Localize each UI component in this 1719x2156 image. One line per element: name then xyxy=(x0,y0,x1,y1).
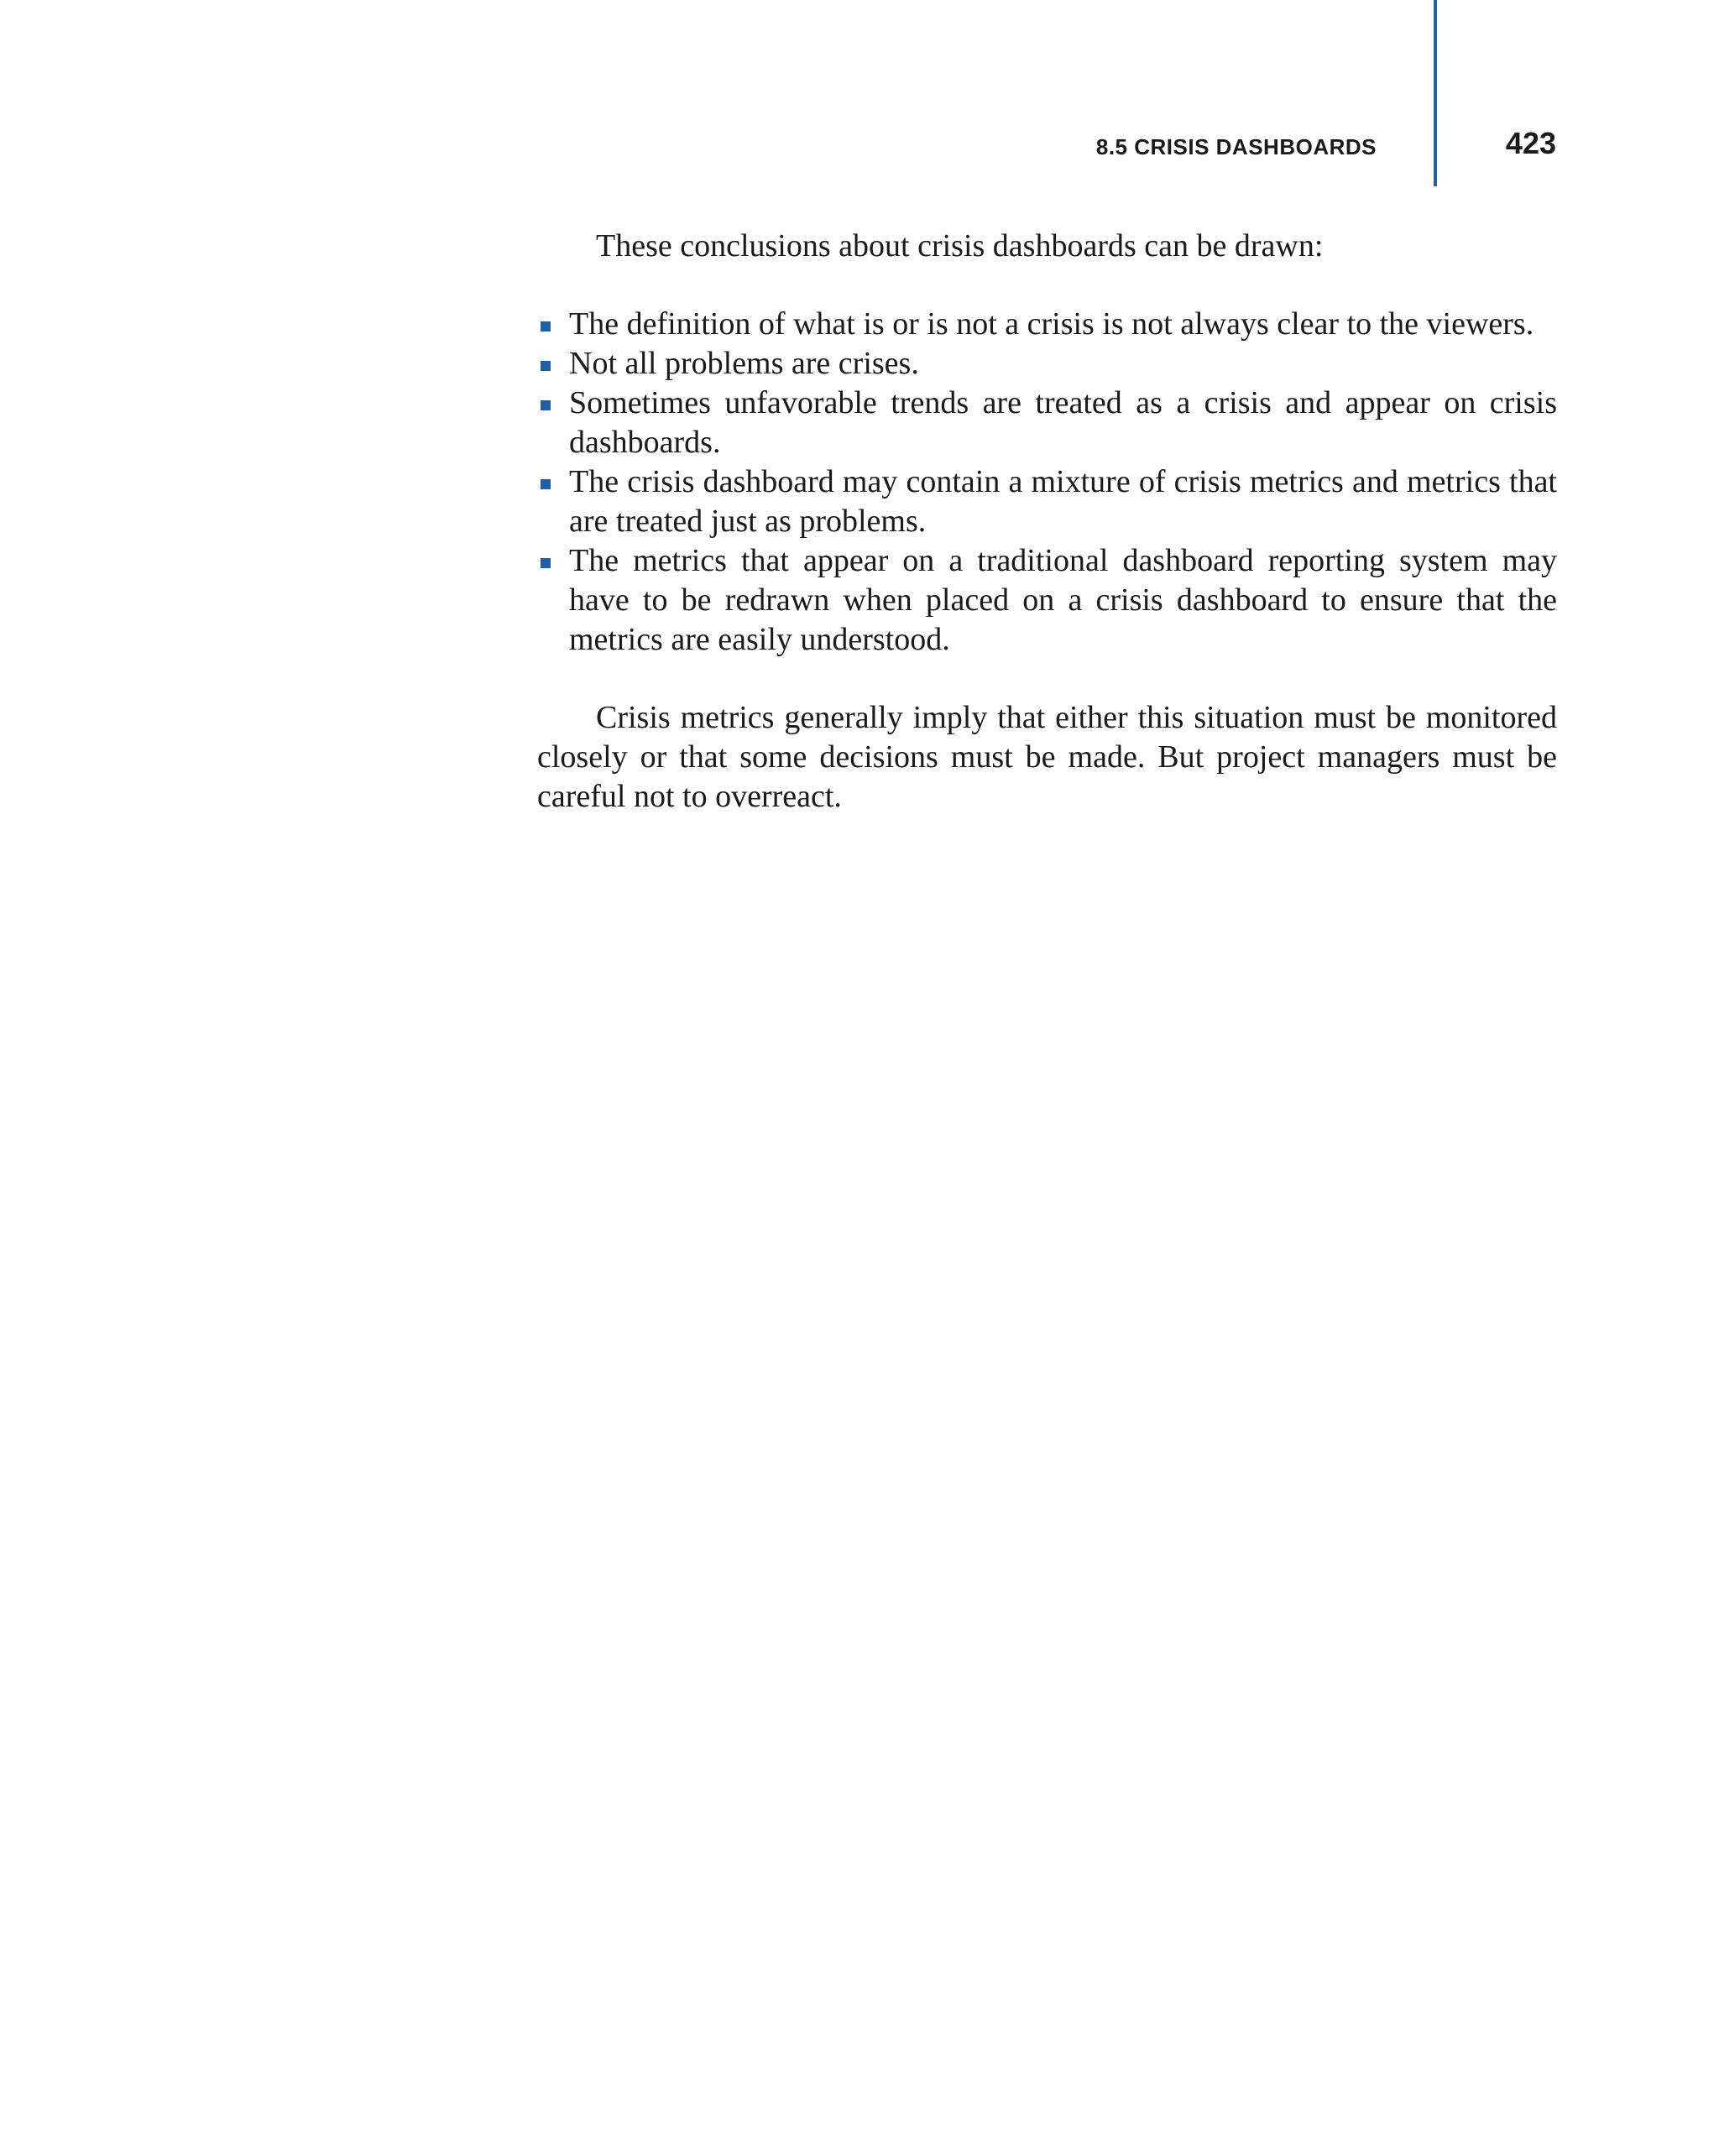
square-bullet-icon xyxy=(541,479,551,489)
page-body xyxy=(537,227,1557,817)
list-item xyxy=(537,305,1557,344)
list-item-text: The metrics that appear on a traditional dashboard reporting system may have to be redrawn when placed on a crisis dashboard to ensure that the metrics are easily understood. xyxy=(569,543,1557,657)
closing-paragraph: Crisis metrics generally imply that either this situation must be monitored closely or that some decisions must be made. But project managers must be careful not to overreact. xyxy=(537,700,1557,814)
list-item-text: Not all problems are crises. xyxy=(569,346,919,381)
list-item-text: Sometimes unfavorable trends are treated as a crisis and appear on crisis dashboards. xyxy=(569,385,1557,460)
intro-paragraph: These conclusions about crisis dashboards can be drawn: xyxy=(596,228,1324,264)
page-number: 423 xyxy=(1505,126,1556,160)
running-head: 8.5 CRISIS DASHBOARDS xyxy=(1095,134,1377,159)
list-item xyxy=(537,344,1557,384)
square-bullet-icon xyxy=(541,558,551,568)
list-item xyxy=(537,384,1557,462)
list-item-text: The definition of what is or is not a crisis is not always clear to the viewers. xyxy=(569,306,1534,342)
square-bullet-icon xyxy=(541,400,551,410)
conclusions-list xyxy=(537,305,1557,660)
square-bullet-icon xyxy=(541,361,551,371)
square-bullet-icon xyxy=(541,321,551,331)
header-vertical-rule xyxy=(1434,0,1437,186)
list-item-text: The crisis dashboard may contain a mixture of crisis metrics and metrics that are treated just as problems. xyxy=(569,464,1557,539)
list-item xyxy=(537,462,1557,541)
list-item xyxy=(537,541,1557,660)
